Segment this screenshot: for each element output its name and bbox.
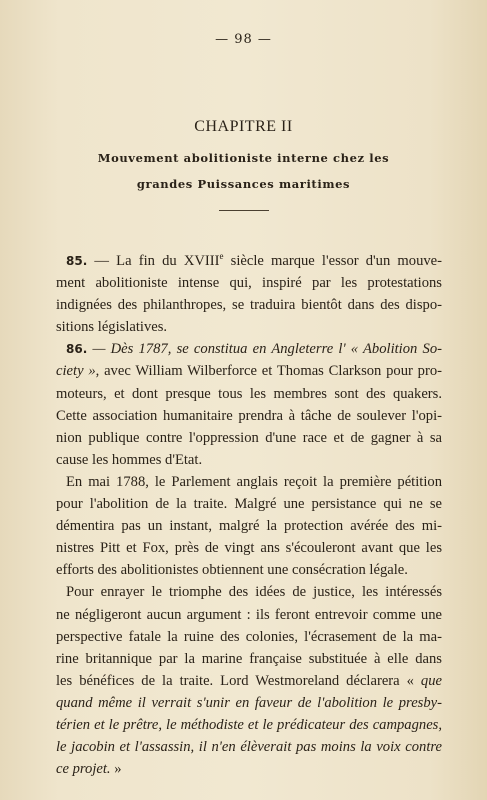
- paragraph-line: En mai 1788, le Parlement anglais reçoit la première pétition: [66, 473, 442, 490]
- quote-line: quand même il verrait s'unir en faveur de l'abolition le presby-: [56, 694, 442, 711]
- paragraph-line: efforts des abolitionistes obtiennent une consécration légale.: [56, 562, 408, 579]
- paragraph-86-line: cause les hommes d'Etat.: [56, 451, 203, 468]
- paragraph-line: Pour enrayer le triomphe des idées de justice, les intéressés: [66, 584, 442, 601]
- paragraph-line: démentira pas un instant, malgré la protection avérée des mi-: [56, 518, 442, 535]
- chapter-subtitle-line-2: grandes Puissances maritimes: [136, 177, 351, 191]
- paragraph-line: les bénéfices de la traite. Lord Westmoreland déclarera « que: [56, 672, 442, 689]
- paragraph-85-line: 85. — La fin du XVIIIe siècle marque l'essor d'un mouve-: [66, 251, 442, 269]
- paragraph-line: nistres Pitt et Fox, près de vingt ans s'écouleront avant que les: [56, 540, 442, 557]
- body-text: [56, 250, 442, 780]
- quote-line: térien et le prêtre, le méthodiste et le prédicateur des campagnes,: [56, 716, 442, 733]
- paragraph-86-line: nion publique contre l'oppression d'une race et de gagner à sa: [56, 429, 442, 446]
- quote-line: ce projet. »: [56, 761, 122, 778]
- paragraph-85-line: sitions législatives.: [56, 319, 168, 336]
- page-number: — 98 —: [215, 32, 272, 47]
- paragraph-86-line: 86. — Dès 1787, se constitua en Angleterre l' « Abolition So-: [66, 341, 442, 358]
- paragraph-85-line: indignées des philanthropes, se traduira bientôt dans des dispo-: [56, 297, 442, 314]
- paragraph-85-line: ment abolitioniste intense qui, inspiré par les protestations: [56, 275, 442, 292]
- paragraph-number-86: 86.: [66, 342, 88, 357]
- chapter-subtitle-line-1: Mouvement abolitioniste interne chez les: [97, 151, 390, 165]
- paragraph-line: perspective fatale la ruine des colonies, l'écrasement de la ma-: [56, 628, 442, 645]
- chapter-title: CHAPITRE II: [194, 118, 293, 135]
- paragraph-number-85: 85.: [66, 254, 88, 268]
- paragraph-86-line: Cette association humanitaire prendra à tâche de soulever l'opi-: [56, 407, 442, 424]
- quote-line: le jacobin et l'assassin, il n'en élèverait pas moins la voix contre: [56, 739, 442, 756]
- paragraph-86-line: moteurs, et dont presque tous les membres sont des quakers.: [56, 385, 442, 402]
- paragraph-86-line: ciety », avec William Wilberforce et Thomas Clarkson pour pro-: [56, 363, 442, 380]
- paragraph-line: pour l'abolition de la traite. Malgré une persistance qui ne se: [56, 496, 442, 513]
- paragraph-line: ne négligeront aucun argument : ils feront entrevoir comme une: [56, 606, 442, 623]
- paragraph-line: rine britannique par la marine française substituée à elle dans: [56, 650, 442, 667]
- section-divider: [219, 210, 269, 211]
